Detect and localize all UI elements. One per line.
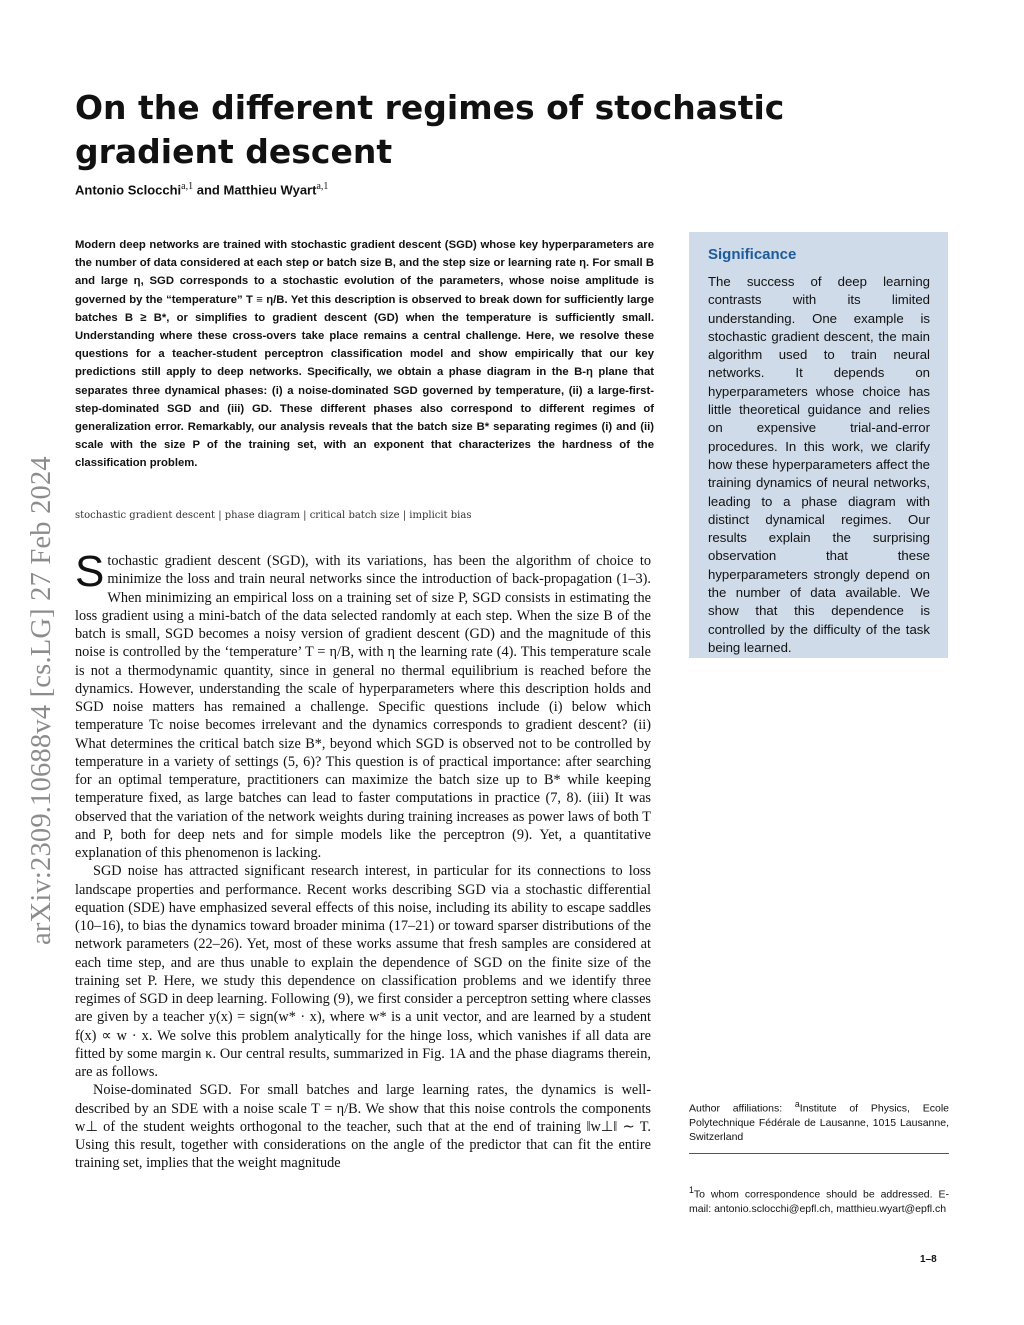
abstract: Modern deep networks are trained with stochastic gradient descent (SGD) whose key hyperparameters are the number of data considered at each step or batch size B, and the step size or learning rate η. For small B and large η, SGD corresponds to a stochastic evolution of the parameters, whose noise amplitude is governed by the “temperature” T ≡ η/B. Yet this description is observed to break down for sufficiently large batches B ≥ B*, or simplifies to gradient descent (GD) when the temperature is sufficiently small. Understanding where these cross-overs take place remains a central challenge. Here, we resolve these questions for a teacher-student perceptron classification model and show empirically that our key predictions still apply to deep networks. Specifically, we obtain a phase diagram in the B-η plane that separates three dynamical phases: (i) a noise-dominated SGD governed by temperature, (ii) a large-first-step-dominated SGD and (iii) GD. These different phases also correspond to different regimes of generalization error. Remarkably, our analysis reveals that the batch size B* separating regimes (i) and (ii) scale with the size P of the training set, with an exponent that characterizes the hardness of the classification problem.: [75, 239, 654, 470]
paper-title: On the different regimes of stochastic gradient descent: [75, 88, 785, 171]
body-paragraph: SGD noise has attracted significant research interest, in particular for its connections to loss landscape properties and performance. Recent works describing SGD via a stochastic differential equation (SDE) have emphasized several effects of this noise, including its ability to escape saddles (10–16), to bias the dynamics toward broader minima (17–21) or toward sparser distributions of the network parameters (22–26). Yet, most of these works assume that fresh samples are considered at each time step, and are thus unable to explain the dependence of SGD on the finite size of the training set P. Here, we study this dependence on classification problems and we identify three regimes of SGD in deep learning. Following (9), we first consider a perceptron setting where classes are given by a teacher y(x) = sign(w* · x), where w* is a unit vector, and are learned by a student f(x) ∝ w · x. We solve this problem analytically for the hinge loss, which vanishes if all data are fitted by some margin κ. Our central results, summarized in Fig. 1A and the phase diagrams therein, are as follows.: [75, 863, 651, 1080]
author-list: [75, 181, 328, 197]
significance-text: The success of deep learning contrasts with its limited understanding. One example is stochastic gradient descent, the main algorithm used to train neural networks. It depends on hyperparameters whose choice has little theoretical guidance and relies on expensive trial-and-error procedures. In this work, we clarify how these hyperparameters affect the training dynamics of neural networks, leading to a phase diagram with distinct dynamical regimes. Our results explain the surprising observation that these hyperparameters strongly depend on the number of data available. We show that this dependence is controlled by the difficulty of the task being learned.: [708, 274, 930, 655]
keywords: stochastic gradient descent | phase diagram | critical batch size | implicit bias: [75, 510, 472, 521]
body-paragraph-text: tochastic gradient descent (SGD), with its variations, has been the algorithm of choice to minimize the loss and train neural networks since the introduction of back-propagation (1–3). When minimizing an empirical loss on a training set of size P, SGD consists in estimating the loss gradient using a mini-batch of the data selected randomly at each step. When the size B of the batch is small, SGD becomes a noisy version of gradient descent (GD) and the magnitude of this noise is controlled by the ‘temperature’ T = η/B, with η the learning rate (4). This temperature scale is not a thermodynamic quantity, since in general no thermal equilibrium is reached before the dynamics. However, understanding the scale of hyperparameters where this description holds and SGD noise matters has remained a challenge. Specific questions include (i) below which temperature Tc noise becomes irrelevant and the dynamics corresponds to gradient descent? (ii) What determines the critical batch size B*, beyond which SGD is observed not to be controlled by temperature in a variety of settings (5, 6)? This question is of practical importance: after searching for an optimal temperature, practitioners can maximize the batch size up to B* while keeping temperature fixed, as large batches can lead to faster computations in practice (7, 8). (iii) It was observed that the variation of the network weights during training increases as power laws of both T and P, both for deep nets and for simple models like the perceptron (9). Yet, a quantitative explanation of this phenomenon is lacking.: [75, 553, 651, 861]
body-paragraph: [75, 547, 651, 862]
significance-title: Significance: [708, 246, 797, 263]
author-affiliation-marker: a,1: [181, 181, 194, 192]
footnote-divider: [689, 1153, 949, 1154]
affiliations-label: Author affiliations:: [689, 1102, 783, 1115]
body-paragraph: Noise-dominated SGD. For small batches and large learning rates, the dynamics is well-described by an SDE with a noise scale T = η/B. We show that this noise controls the components w⊥ of the student weights orthogonal to the teacher, such that at the end of training ‖w⊥‖ ∼ T. Using this result, together with considerations on the angle of the predictor that can fit the entire training set, implies that the weight magnitude: [75, 1082, 651, 1172]
author-name: Antonio Sclocchi: [75, 182, 182, 198]
correspondence-text: To whom correspondence should be addressed. E-mail: antonio.sclocchi@epfl.ch, matthieu.wyart@epfl.ch: [689, 1188, 949, 1215]
page-number: 1–8: [920, 1254, 937, 1265]
author-affiliation-marker: a,1: [316, 181, 329, 192]
author-affiliations: [689, 1097, 949, 1144]
affiliation-marker: a: [794, 1099, 800, 1109]
author-name: Matthieu Wyart: [223, 182, 317, 198]
arxiv-identifier-stamp: arXiv:2309.10688v4 [cs.LG] 27 Feb 2024: [26, 456, 57, 945]
significance-box: [689, 232, 948, 658]
affiliations-text: Institute of Physics, Ecole Polytechnique Fédérale de Lausanne, 1015 Lausanne, Switzerland: [689, 1102, 950, 1143]
drop-cap: S: [75, 547, 105, 596]
main-body-text: [75, 547, 651, 1173]
author-conjunction: and: [196, 182, 220, 198]
footnote-marker: 1: [689, 1185, 694, 1195]
correspondence-footnote: [689, 1183, 949, 1216]
